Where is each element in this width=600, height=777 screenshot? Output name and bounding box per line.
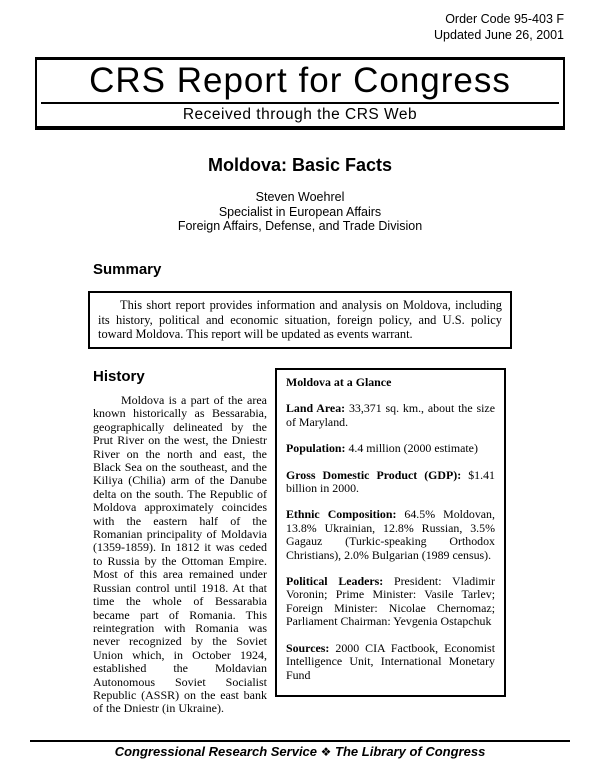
history-heading: History: [93, 368, 145, 385]
glance-value: 2000 CIA Factbook, Economist Intelligence Unit, International Monetary Fund: [286, 640, 495, 682]
glance-item-population: [286, 442, 495, 455]
glance-label: Population:: [286, 441, 346, 456]
order-code: Order Code 95-403 F: [445, 12, 564, 26]
glance-label: Gross Domestic Product (GDP):: [286, 467, 462, 482]
history-body: [93, 394, 267, 716]
masthead: [35, 57, 565, 130]
glance-value: $1.41 billion in 2000.: [286, 467, 495, 496]
masthead-title: CRS Report for Congress: [89, 61, 511, 100]
summary-text: This short report provides information and analysis on Moldova, including its history, political and economic situation, foreign policy, and U.S. policy toward Moldova. This report will be updated as events warrant.: [98, 298, 502, 342]
glance-item-sources: [286, 642, 495, 682]
glance-item-ethnic-composition: [286, 508, 495, 562]
report-title: Moldova: Basic Facts: [207, 155, 393, 175]
glance-value: 64.5% Moldovan, 13.8% Ukrainian, 12.8% Russian, 3.5% Gagauz (Turkic-speaking Orthodox Christians), 2.0% Bulgarian (1989 census).: [286, 507, 495, 562]
glance-label: Ethnic Composition:: [286, 507, 397, 522]
glance-label: Sources:: [286, 640, 330, 655]
glance-item-political-leaders: [286, 575, 495, 629]
glance-label: Land Area:: [286, 401, 346, 416]
glance-item-gdp: [286, 469, 495, 496]
glance-heading: Moldova at a Glance: [286, 375, 392, 389]
glance-value: President: Vladimir Voronin; Prime Minister: Vasile Tarlev; Foreign Minister: Nicolae Chernomaz; Parliament Chairman: Yevgenia Ostapchuk: [286, 574, 495, 629]
footer-library: The Library of Congress: [335, 744, 486, 759]
footer-service: Congressional Research Service: [114, 744, 318, 759]
footer: [0, 744, 600, 759]
author-role: Specialist in European Affairs: [218, 204, 382, 219]
glance-item-land-area: [286, 402, 495, 429]
glance-value: 33,371 sq. km., about the size of Maryland.: [286, 401, 495, 429]
glance-value: 4.4 million (2000 estimate): [348, 441, 478, 456]
summary-box: [88, 291, 512, 349]
masthead-subtitle: Received through the CRS Web: [182, 106, 418, 123]
glance-label: Political Leaders:: [286, 574, 384, 589]
order-code-block: [434, 11, 564, 43]
footer-divider: [30, 740, 570, 742]
updated-date: Updated June 26, 2001: [434, 28, 564, 42]
history-paragraph: Moldova is a part of the area known historically as Bessarabia, geographically delineated by the Prut River on the west, the Dniestr River on the north and east, the Black Sea on the southeast, and the Kiliya (Chilia) arm of the Danube delta on the south. The Republic of Moldova approximately coincides with the eastern half of the Romanian principality of Moldavia (1359-1859). In 1812 it was ceded to Russia by the Ottoman Empire. Most of this area remained under Russian control until 1918. At that time the whole of Bessarabia became part of Romania. This reintegration with Romania was never recognized by the Soviet Union which, in October 1924, established the Moldavian Autonomous Soviet Socialist Republic (ASSR) on the east bank of the Dniestr (in Ukraine).: [93, 393, 267, 716]
glance-box: [275, 368, 506, 697]
byline: [0, 190, 600, 234]
summary-heading: Summary: [93, 261, 162, 278]
author-name: Steven Woehrel: [255, 190, 345, 204]
author-division: Foreign Affairs, Defense, and Trade Division: [177, 219, 423, 233]
diamond-icon: ❖: [320, 745, 332, 759]
